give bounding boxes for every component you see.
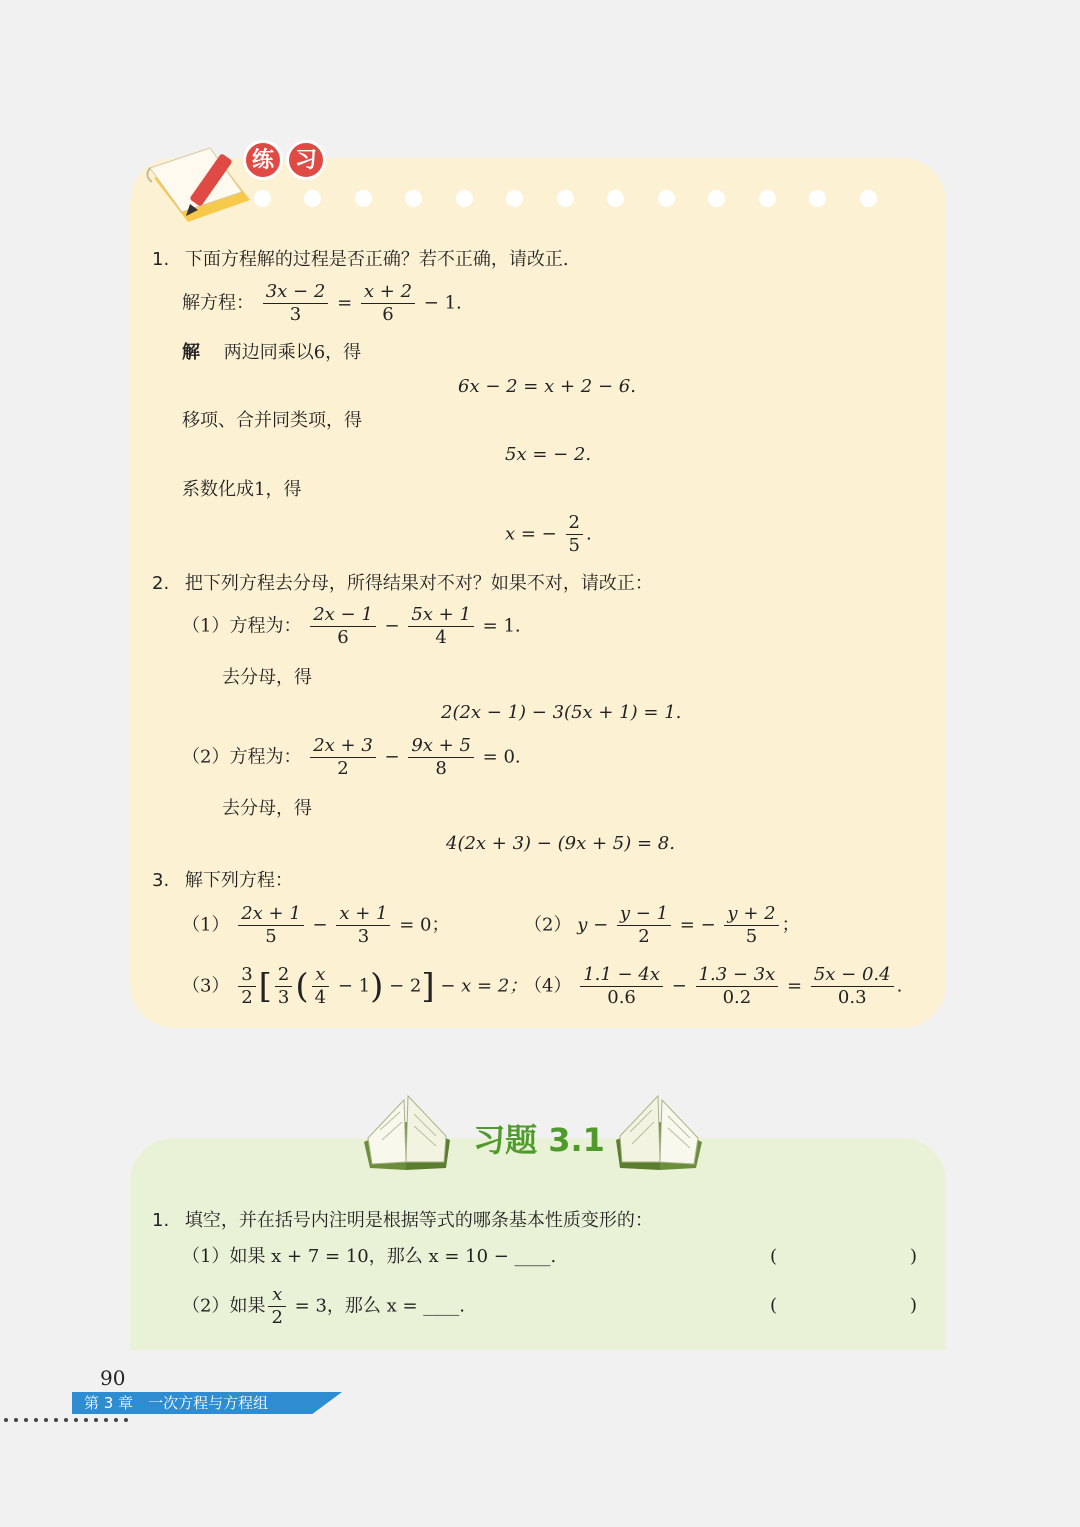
step-equation: 5x = − 2. <box>505 444 592 465</box>
question-text: 把下列方程去分母，所得结果对不对？如果不对，请改正： <box>184 573 653 594</box>
step-equation <box>505 512 592 557</box>
step-equation: 6x − 2 = x + 2 − 6. <box>458 376 636 397</box>
fraction <box>696 964 779 1009</box>
equation-line <box>182 903 449 948</box>
fraction <box>408 604 474 649</box>
numerator: 1.3 − 3x <box>696 964 779 987</box>
numerator: x + 1 <box>336 903 390 926</box>
answer-paren-open: ( <box>770 1295 778 1316</box>
numerator: 2x + 3 <box>310 735 376 758</box>
exercise-title: 习题 3.1 <box>473 1121 605 1159</box>
step-text: 两边同乘以6，得 <box>223 342 362 363</box>
question-number: 2. <box>152 573 170 594</box>
numerator: y − 1 <box>617 903 671 926</box>
decor-dot <box>809 190 826 207</box>
equation-tail: − x = 2； <box>440 975 528 997</box>
part-label: （4） <box>524 975 572 997</box>
denominator: 5 <box>568 535 580 556</box>
chapter-label: 第 3 章 一次方程与方程组 <box>84 1394 269 1412</box>
equation-line <box>182 735 521 780</box>
after-term: − 2 <box>389 975 422 997</box>
open-book-icon <box>612 1082 706 1174</box>
numerator: 2x − 1 <box>310 604 376 627</box>
part-label: （1） <box>182 914 230 936</box>
footer-dot <box>64 1418 68 1422</box>
fraction <box>310 735 376 780</box>
fill-blank-item <box>182 1284 465 1329</box>
pencil-paper-icon <box>146 138 258 224</box>
numerator: x + 2 <box>361 281 415 304</box>
question-number: 3. <box>152 870 170 891</box>
numerator: 9x + 5 <box>408 735 474 758</box>
fraction <box>336 903 390 948</box>
solution-step <box>182 341 361 365</box>
numerator: 2 <box>275 964 292 987</box>
fraction <box>238 964 255 1009</box>
equation-line <box>182 604 521 649</box>
open-book-icon <box>360 1082 454 1174</box>
equation-tail: − 1. <box>423 292 462 314</box>
solve-label: 解方程： <box>182 292 254 314</box>
fraction <box>811 964 894 1009</box>
footer-dot <box>34 1418 38 1422</box>
numerator: x <box>312 964 329 987</box>
operator: − <box>671 975 687 997</box>
decor-dot <box>708 190 725 207</box>
denominator: 3 <box>277 987 290 1008</box>
badge-char: 习 <box>294 148 317 173</box>
denominator: 3 <box>357 926 370 947</box>
step-text: 去分母，得 <box>222 667 312 688</box>
right-bracket: ] <box>421 966 435 1007</box>
operator: − <box>384 615 400 637</box>
question-3 <box>152 869 293 893</box>
fraction <box>238 903 304 948</box>
equation-tail: . <box>896 975 903 997</box>
question-text: 下面方程解的过程是否正确？若不正确，请改正. <box>184 249 569 270</box>
footer-dot <box>54 1418 58 1422</box>
fraction <box>263 281 329 326</box>
right-paren: ) <box>370 966 384 1007</box>
step-text: 去分母，得 <box>222 798 312 819</box>
decor-dot <box>405 190 422 207</box>
footer-dot <box>104 1418 108 1422</box>
equation-tail: . <box>585 523 592 545</box>
operator: = <box>337 292 353 314</box>
decor-dot <box>658 190 675 207</box>
fraction <box>724 903 778 948</box>
question-number: 1. <box>152 1210 170 1231</box>
denominator: 0.6 <box>607 987 636 1008</box>
denominator: 5 <box>265 926 277 947</box>
footer-dot <box>74 1418 78 1422</box>
item-tail: = 3，那么 x = ____. <box>294 1295 466 1317</box>
fraction <box>580 964 663 1009</box>
decor-dot <box>304 190 321 207</box>
equation-left: x = − <box>505 523 557 545</box>
footer-dot <box>4 1418 8 1422</box>
question-number: 1. <box>152 249 170 270</box>
item-lead: （2）如果 <box>182 1295 266 1317</box>
exercise-question-1 <box>152 1209 653 1233</box>
numerator: 1.1 − 4x <box>580 964 663 987</box>
inner-term: − 1 <box>337 975 371 997</box>
decor-dot <box>456 190 473 207</box>
decor-dot <box>355 190 372 207</box>
denominator: 0.3 <box>837 987 867 1008</box>
denominator: 5 <box>745 926 758 947</box>
denominator: 4 <box>435 627 447 648</box>
footer-dot <box>124 1418 128 1422</box>
numerator: 5x + 1 <box>408 604 474 627</box>
fraction <box>312 964 329 1009</box>
equation-tail: ； <box>781 914 800 936</box>
equation-tail: = 0. <box>482 746 521 768</box>
denominator: 4 <box>314 987 327 1008</box>
page-number: 90 <box>100 1366 126 1390</box>
numerator: 2x + 1 <box>238 903 304 926</box>
denominator: 2 <box>337 758 349 779</box>
fraction <box>566 512 583 557</box>
equation-tail: = 1. <box>482 615 521 637</box>
fill-blank-item: （1）如果 x + 7 = 10，那么 x = 10 − ____. <box>182 1246 557 1267</box>
numerator: 3x − 2 <box>263 281 329 304</box>
part-label: （3） <box>182 975 230 997</box>
denominator: 2 <box>638 926 650 947</box>
footer-dot <box>84 1418 88 1422</box>
equation-line <box>182 964 527 1009</box>
part-label: （1）方程为： <box>182 615 302 637</box>
equation-lead: y − <box>577 914 609 936</box>
answer-paren-close: ) <box>910 1295 918 1316</box>
left-paren: ( <box>295 966 309 1007</box>
denominator: 2 <box>271 1307 283 1328</box>
fraction <box>310 604 376 649</box>
denominator: 0.2 <box>722 987 752 1008</box>
decor-dot <box>860 190 877 207</box>
part-label: （2） <box>524 914 572 936</box>
question-text: 填空，并在括号内注明是根据等式的哪条基本性质变形的： <box>184 1210 653 1231</box>
denominator: 8 <box>435 758 447 779</box>
equation-line <box>524 903 800 948</box>
answer-paren-open: ( <box>770 1246 778 1267</box>
fraction <box>408 735 474 780</box>
fraction <box>275 964 292 1009</box>
left-bracket: [ <box>258 966 272 1007</box>
step-text: 移项、合并同类项，得 <box>182 410 362 431</box>
numerator: x <box>268 1284 285 1307</box>
equation-tail: = 0； <box>399 914 450 936</box>
numerator: 3 <box>238 964 255 987</box>
numerator: 2 <box>566 512 583 535</box>
numerator: y + 2 <box>724 903 778 926</box>
question-2 <box>152 572 653 596</box>
equation-line <box>524 964 902 1009</box>
operator: = − <box>679 914 716 936</box>
footer-dot <box>24 1418 28 1422</box>
footer-dot <box>14 1418 18 1422</box>
question-1 <box>152 248 569 272</box>
badge-circle <box>243 140 283 180</box>
answer-paren-close: ) <box>910 1246 918 1267</box>
operator: = <box>787 975 803 997</box>
solution-label: 解 <box>182 342 200 363</box>
badge-char: 练 <box>251 148 274 173</box>
decor-dot <box>557 190 574 207</box>
denominator: 6 <box>337 627 349 648</box>
fraction <box>268 1284 285 1329</box>
operator: − <box>312 914 328 936</box>
denominator: 3 <box>289 304 302 325</box>
equation-line <box>182 281 462 326</box>
step-equation: 2(2x − 1) − 3(5x + 1) = 1. <box>441 702 682 723</box>
step-equation: 4(2x + 3) − (9x + 5) = 8. <box>446 833 675 854</box>
step-text: 系数化成1，得 <box>182 479 302 500</box>
footer-dot <box>94 1418 98 1422</box>
badge-circle <box>286 140 326 180</box>
operator: − <box>384 746 400 768</box>
denominator: 2 <box>241 987 253 1008</box>
fraction <box>361 281 415 326</box>
numerator: 5x − 0.4 <box>811 964 894 987</box>
fraction <box>617 903 671 948</box>
footer-dot <box>114 1418 118 1422</box>
decor-dot <box>759 190 776 207</box>
denominator: 6 <box>382 304 394 325</box>
footer-dot <box>44 1418 48 1422</box>
question-text: 解下列方程： <box>184 870 293 891</box>
part-label: （2）方程为： <box>182 746 302 768</box>
decor-dot <box>506 190 523 207</box>
decor-dot <box>607 190 624 207</box>
